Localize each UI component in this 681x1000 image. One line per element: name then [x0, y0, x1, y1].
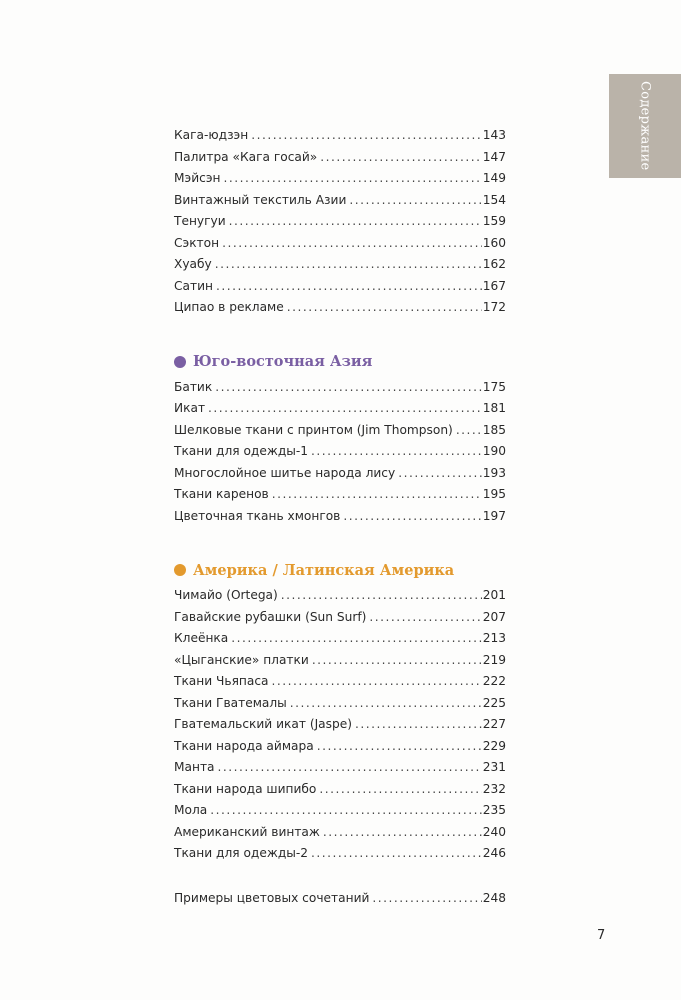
toc-entry[interactable] — [174, 254, 506, 276]
toc-leader-dots — [323, 822, 482, 844]
toc-entry-page: 162 — [482, 257, 506, 271]
toc-leader-dots — [281, 585, 482, 607]
toc-entry-title: Шелковые ткани с принтом (Jim Thompson) — [174, 422, 453, 437]
toc-entry-page: 213 — [482, 631, 506, 645]
toc-entry-title: Американский винтаж — [174, 824, 320, 839]
toc-entry-title: Ткани Гватемалы — [174, 695, 287, 710]
toc-leader-dots — [215, 377, 482, 399]
toc-entry-title: Ципао в рекламе — [174, 300, 284, 314]
section-title-text: Юго-восточная Азия — [193, 353, 373, 370]
section-title-southeast-asia — [174, 350, 506, 374]
toc-entry-page: 232 — [482, 781, 506, 796]
toc-entry-title: Ткани для одежды-2 — [174, 846, 309, 860]
toc-entry-page: 246 — [482, 846, 506, 860]
toc-entry[interactable] — [174, 420, 506, 442]
toc-entry-page: 235 — [482, 803, 506, 817]
toc-entry-page: 154 — [482, 192, 506, 207]
toc-entry[interactable] — [174, 671, 506, 693]
section-title-text: Америка / Латинская Америка — [193, 561, 455, 579]
toc-entry[interactable] — [174, 168, 506, 190]
toc-leader-dots — [287, 297, 482, 319]
toc-entry[interactable] — [174, 441, 506, 463]
toc-entry-page: 195 — [482, 487, 506, 501]
toc-entry-title: Ткани для одежды-1 — [174, 444, 309, 458]
toc-entry[interactable] — [174, 779, 506, 801]
toc-entry-title: Икат — [174, 401, 206, 415]
toc-entry-title: Гватемальский икат (Jaspe) — [174, 717, 352, 731]
toc-entry-page: 225 — [482, 695, 506, 710]
toc-entry[interactable] — [174, 211, 506, 233]
toc-leader-dots — [349, 190, 481, 212]
toc-entry[interactable] — [174, 297, 506, 319]
toc-entry-page: 193 — [482, 465, 506, 480]
toc-leader-dots — [355, 714, 482, 736]
toc-entry[interactable] — [174, 607, 506, 629]
toc-entry[interactable] — [174, 628, 506, 650]
toc-entry[interactable] — [174, 506, 506, 528]
toc-entry-title: Винтажный текстиль Азии — [174, 192, 347, 207]
toc-leader-dots — [218, 757, 482, 779]
toc-leader-dots — [311, 843, 482, 865]
toc-leader-dots — [456, 420, 482, 442]
toc-entry-page: 160 — [482, 235, 506, 250]
toc-entry-title: Тенугуи — [174, 214, 226, 228]
toc-leader-dots — [343, 506, 481, 528]
toc-entry[interactable] — [174, 190, 506, 212]
toc-leader-dots — [317, 736, 482, 758]
toc-entry-title: Цветочная ткань хмонгов — [174, 508, 341, 523]
toc-entry-page: 159 — [482, 214, 506, 228]
toc-group-southeast-asia — [174, 377, 506, 528]
toc-entry-page: 181 — [482, 401, 506, 415]
toc-entry-page: 175 — [482, 379, 506, 394]
toc-leader-dots — [216, 276, 482, 298]
toc-leader-dots — [229, 211, 482, 233]
section-side-tab — [609, 74, 681, 178]
toc-entry[interactable] — [174, 757, 506, 779]
toc-entry-page: 207 — [482, 609, 506, 624]
toc-entry-title: Мэйсэн — [174, 171, 221, 185]
toc-entry[interactable] — [174, 125, 506, 147]
toc-entry-page: 219 — [482, 652, 506, 667]
section-title-america — [174, 558, 506, 582]
toc-entry-title: Клеёнка — [174, 631, 229, 645]
toc-entry-title: Хуабу — [174, 257, 212, 271]
toc-entry-title: Гавайские рубашки (Sun Surf) — [174, 609, 367, 624]
toc-leader-dots — [398, 463, 482, 485]
toc-entry[interactable] — [174, 147, 506, 169]
section-bullet-icon — [174, 356, 186, 368]
toc-entry[interactable] — [174, 484, 506, 506]
toc-entry-page: 231 — [482, 760, 506, 774]
toc-entry-page: 240 — [482, 824, 506, 839]
toc-entry-title: Ткани Чьяпаса — [174, 674, 269, 688]
toc-entry[interactable] — [174, 736, 506, 758]
toc-entry[interactable] — [174, 585, 506, 607]
toc-leader-dots — [372, 888, 481, 910]
toc-entry[interactable] — [174, 233, 506, 255]
toc-entry-title: Палитра «Кага госай» — [174, 149, 318, 164]
toc-entry-title: Ткани народа шипибо — [174, 781, 317, 796]
toc-leader-dots — [319, 779, 481, 801]
toc-entry-page: 167 — [482, 278, 506, 293]
toc-entry-page: 149 — [482, 171, 506, 185]
toc-leader-dots — [320, 147, 481, 169]
toc-entry-title: Ткани каренов — [174, 487, 269, 501]
toc-entry-title: Чимайо (Ortega) — [174, 588, 278, 602]
toc-entry-page: 143 — [482, 128, 506, 142]
toc-leader-dots — [222, 233, 482, 255]
toc-leader-dots — [215, 254, 482, 276]
toc-entry[interactable] — [174, 650, 506, 672]
toc-entry-title: Многослойное шитье народа лису — [174, 465, 396, 480]
toc-entry[interactable] — [174, 276, 506, 298]
toc-entry-page: 147 — [482, 149, 506, 164]
toc-entry-title: Манта — [174, 760, 215, 774]
toc-entry[interactable] — [174, 377, 506, 399]
toc-entry-page: 172 — [482, 300, 506, 314]
toc-entry[interactable] — [174, 693, 506, 715]
toc-leader-dots — [272, 671, 482, 693]
toc-entry-title: Батик — [174, 379, 213, 394]
toc-entry[interactable] — [174, 463, 506, 485]
toc-entry-title: Кага-юдзэн — [174, 128, 249, 142]
table-of-contents — [174, 125, 506, 909]
toc-entry-title: Сэктон — [174, 235, 220, 250]
toc-leader-dots — [311, 441, 482, 463]
toc-entry-page: 229 — [482, 738, 506, 753]
toc-entry[interactable] — [174, 714, 506, 736]
toc-group-america — [174, 585, 506, 865]
toc-entry[interactable] — [174, 398, 506, 420]
page-number: 7 — [597, 928, 606, 943]
toc-entry-title: Мола — [174, 803, 208, 817]
toc-entry-title: «Цыганские» платки — [174, 652, 309, 667]
toc-entry-title: Примеры цветовых сочетаний — [174, 890, 370, 905]
side-tab-label: Содержание — [637, 81, 653, 171]
toc-leader-dots — [369, 607, 481, 629]
toc-entry-page: 190 — [482, 444, 506, 458]
toc-entry[interactable] — [174, 822, 506, 844]
toc-leader-dots — [208, 398, 482, 420]
toc-entry-page: 248 — [482, 890, 506, 905]
toc-entry-page: 201 — [482, 588, 506, 602]
section-bullet-icon — [174, 564, 186, 576]
toc-entry-page: 197 — [482, 508, 506, 523]
toc-entry-title: Сатин — [174, 278, 213, 293]
toc-leader-dots — [251, 125, 482, 147]
toc-entry[interactable] — [174, 843, 506, 865]
toc-entry-page: 185 — [482, 422, 506, 437]
toc-entry-page: 222 — [482, 674, 506, 688]
toc-leader-dots — [312, 650, 482, 672]
toc-entry[interactable] — [174, 888, 506, 910]
toc-entry-title: Ткани народа аймара — [174, 738, 314, 753]
toc-leader-dots — [231, 628, 481, 650]
toc-leader-dots — [223, 168, 481, 190]
toc-group-east-asia — [174, 125, 506, 319]
toc-entry[interactable] — [174, 800, 506, 822]
toc-leader-dots — [210, 800, 482, 822]
toc-entry-page: 227 — [482, 717, 506, 731]
toc-leader-dots — [272, 484, 482, 506]
toc-leader-dots — [290, 693, 482, 715]
